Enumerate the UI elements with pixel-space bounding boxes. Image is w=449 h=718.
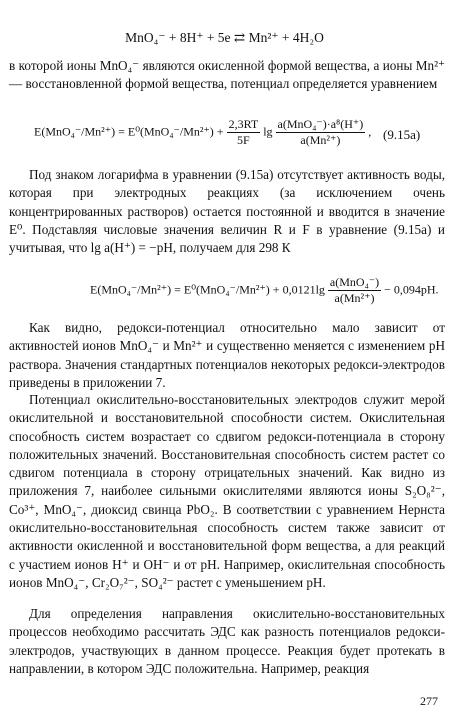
fraction-numerator: a(MnO₄⁻) bbox=[329, 275, 380, 289]
paragraph-1: в которой ионы MnO₄⁻ являются окисленной формой вещества, а ионы Mn²⁺ — восстановленной формой вещества, потенциал определяется уравнением bbox=[9, 58, 445, 92]
fraction-denominator: a(Mn²⁺) bbox=[300, 133, 341, 147]
log-sign: lg bbox=[263, 124, 273, 139]
equation-9-15a-end: , bbox=[368, 124, 372, 139]
equation-298k bbox=[90, 275, 439, 306]
equation-9-15a-coefficient bbox=[227, 117, 261, 148]
paragraph-2: Под знаком логарифма в уравнении (9.15a) отсутствует активность воды, которая при электродных реакциях (за исключением очень концентрированных растворов) остается постоянной и вводится в значение E⁰. Подставляя числовые значения величин R и F в уравнение (9.15a) и учитывая, что lg a(H⁺) = −pH, получаем для 298 К bbox=[9, 167, 445, 256]
equation-number: (9.15a) bbox=[383, 127, 421, 142]
equation-9-15a-lhs: E(MnO₄⁻/Mn²⁺) = E⁰(MnO₄⁻/Mn²⁺) + bbox=[34, 124, 224, 139]
paragraph-3: Как видно, редокси-потенциал относительно мало зависит от активностей ионов MnO₄⁻ и Mn²⁺ и существенно меняется с изменением pH раствора. Значения стандартных потенциалов некоторых редокси-электродов приведены в приложении 7. bbox=[9, 320, 445, 390]
paragraph-5-block bbox=[9, 605, 445, 678]
fraction-numerator: a(MnO₄⁻)·a⁸(H⁺) bbox=[277, 117, 364, 131]
paragraph-2-block bbox=[9, 166, 445, 257]
reaction-equation: MnO₄⁻ + 8H⁺ + 5e ⇄ Mn²⁺ + 4H₂O bbox=[125, 30, 324, 45]
page-number: 277 bbox=[420, 694, 438, 708]
paragraph-1-block bbox=[9, 57, 445, 94]
paragraph-5: Для определения направления окислительно-восстановительных процессов необходимо рассчитать ЭДС как разность потенциалов редокси-электродов, участвующих в данном процессе. Реакция будет протекать в направлении, в котором ЭДС положительна. Например, реакция bbox=[9, 606, 445, 676]
equation-9-15a-fraction bbox=[276, 117, 366, 148]
paragraph-3-block bbox=[9, 319, 445, 392]
coefficient-numerator: 2,3RT bbox=[228, 117, 259, 131]
equation-298k-fraction bbox=[328, 275, 381, 306]
equation-298k-end: − 0,094pH. bbox=[384, 282, 439, 297]
fraction-denominator: a(Mn²⁺) bbox=[334, 291, 375, 305]
equation-298k-lhs: E(MnO₄⁻/Mn²⁺) = E⁰(MnO₄⁻/Mn²⁺) + 0,0121lg bbox=[90, 282, 325, 297]
coefficient-denominator: 5F bbox=[237, 133, 250, 147]
equation-9-15a bbox=[34, 117, 371, 148]
paragraph-4-block bbox=[9, 391, 445, 592]
paragraph-4: Потенциал окислительно-восстановительных электродов служит мерой окислительной и восстановительной способности систем. Окислительная способность систем возрастает со сдвигом редокси-потенциала в сторону положительных значений. Восстановительная способность систем растет со сдвигом потенциала в сторону отрицательных значений. Как видно из приложения 7, наиболее сильными окислителями являются ионы S₂O₈²⁻, Co³⁺, MnO₄⁻, диоксид свинца PbO₂. В соответствии с уравнением Нернста окислительно-восстановительная способность систем также зависит от активности окисленной и восстановительной форм вещества, а для реакций с участием ионов H⁺ и OH⁻ и от pH. Например, окислительная способность ионов MnO₄⁻, Cr₂O₇²⁻, SO₄²⁻ растет с уменьшением pH. bbox=[9, 392, 445, 590]
